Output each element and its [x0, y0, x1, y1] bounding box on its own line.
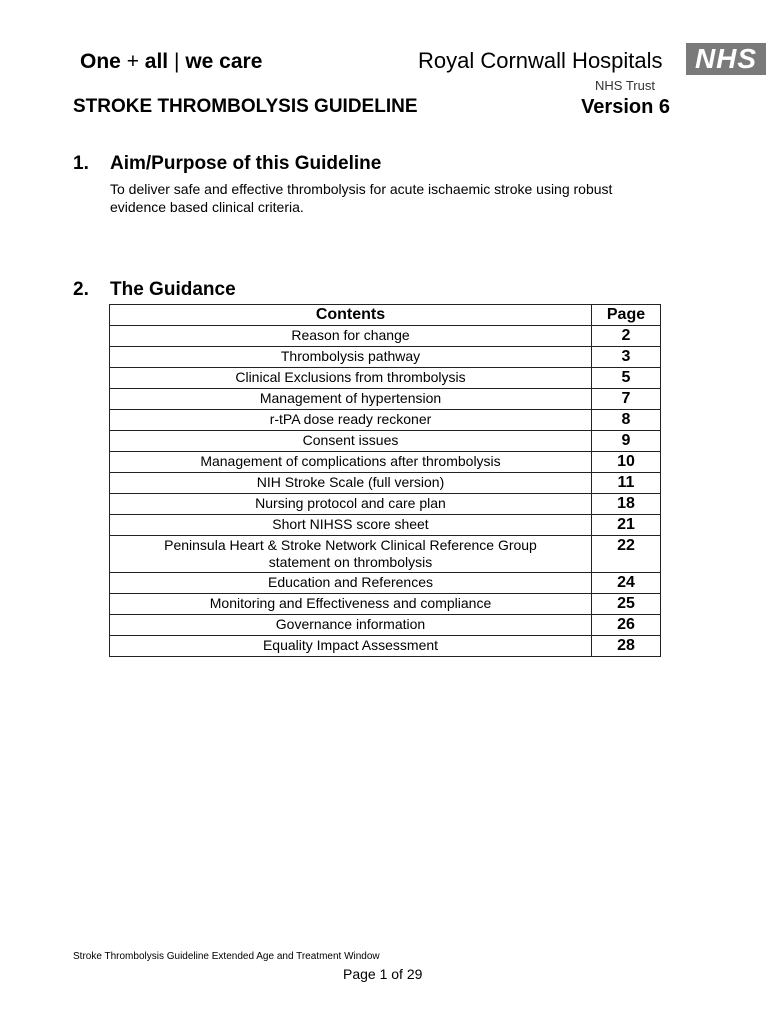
table-row: [110, 615, 661, 636]
document-title: STROKE THROMBOLYSIS GUIDELINE: [73, 96, 418, 117]
contents-label: Equality Impact Assessment: [110, 636, 592, 657]
table-row: [110, 573, 661, 594]
contents-label: Nursing protocol and care plan: [110, 494, 592, 515]
contents-label: Thrombolysis pathway: [110, 347, 592, 368]
contents-header: Contents: [110, 305, 592, 326]
page-number: 11: [592, 473, 661, 494]
contents-label: NIH Stroke Scale (full version): [110, 473, 592, 494]
table-row: [110, 326, 661, 347]
slogan-plus: +: [126, 50, 139, 73]
hospital-name: Royal Cornwall Hospitals: [418, 48, 663, 73]
slogan-logo: [80, 50, 262, 74]
document-version: Version 6: [581, 96, 670, 118]
page-number: 21: [592, 515, 661, 536]
section-number-2: 2.: [73, 279, 89, 300]
slogan-care: we care: [185, 50, 263, 73]
table-row: [110, 368, 661, 389]
table-row: [110, 431, 661, 452]
table-row: [110, 389, 661, 410]
table-row: [110, 515, 661, 536]
slogan-all: all: [144, 50, 169, 73]
table-row: [110, 347, 661, 368]
page-number: 10: [592, 452, 661, 473]
contents-table: [109, 304, 661, 657]
contents-label: Peninsula Heart & Stroke Network Clinical Reference Group statement on thrombolysis: [110, 536, 592, 573]
contents-label: r-tPA dose ready reckoner: [110, 410, 592, 431]
section-title-aim: Aim/Purpose of this Guideline: [110, 153, 382, 174]
table-row: [110, 473, 661, 494]
contents-header-row: [110, 305, 661, 326]
page-number: 5: [592, 368, 661, 389]
page-number: 25: [592, 594, 661, 615]
contents-label: Monitoring and Effectiveness and compliance: [110, 594, 592, 615]
table-row: [110, 636, 661, 657]
page-number: 9: [592, 431, 661, 452]
contents-label: Short NIHSS score sheet: [110, 515, 592, 536]
section-number-1: 1.: [73, 153, 89, 174]
table-row: [110, 536, 661, 573]
nhs-logo: NHS: [686, 43, 766, 75]
table-row: [110, 452, 661, 473]
contents-label: Governance information: [110, 615, 592, 636]
page-number: 8: [592, 410, 661, 431]
slogan-one: One: [80, 50, 121, 73]
page-number: 26: [592, 615, 661, 636]
slogan-separator: |: [174, 50, 180, 73]
page-number: 7: [592, 389, 661, 410]
page-number: 24: [592, 573, 661, 594]
page-number: 3: [592, 347, 661, 368]
section-title-guidance: The Guidance: [110, 279, 236, 300]
table-row: [110, 494, 661, 515]
contents-label: Management of complications after thrombolysis: [110, 452, 592, 473]
contents-label: Management of hypertension: [110, 389, 592, 410]
aim-paragraph: To deliver safe and effective thrombolysis for acute ischaemic stroke using robust evidence based clinical criteria.: [110, 181, 613, 215]
header-logos: [0, 40, 770, 100]
contents-label: Clinical Exclusions from thrombolysis: [110, 368, 592, 389]
contents-label: Consent issues: [110, 431, 592, 452]
footer-note: Stroke Thrombolysis Guideline Extended Age and Treatment Window: [73, 951, 380, 962]
page-number: 28: [592, 636, 661, 657]
footer-page-number: Page 1 of 29: [343, 966, 423, 982]
page-number: 22: [592, 536, 661, 573]
contents-label: Education and References: [110, 573, 592, 594]
table-row: [110, 594, 661, 615]
trust-name: NHS Trust: [595, 78, 655, 93]
page-number: 2: [592, 326, 661, 347]
contents-label: Reason for change: [110, 326, 592, 347]
table-row: [110, 410, 661, 431]
page-header: Page: [592, 305, 661, 326]
page-number: 18: [592, 494, 661, 515]
